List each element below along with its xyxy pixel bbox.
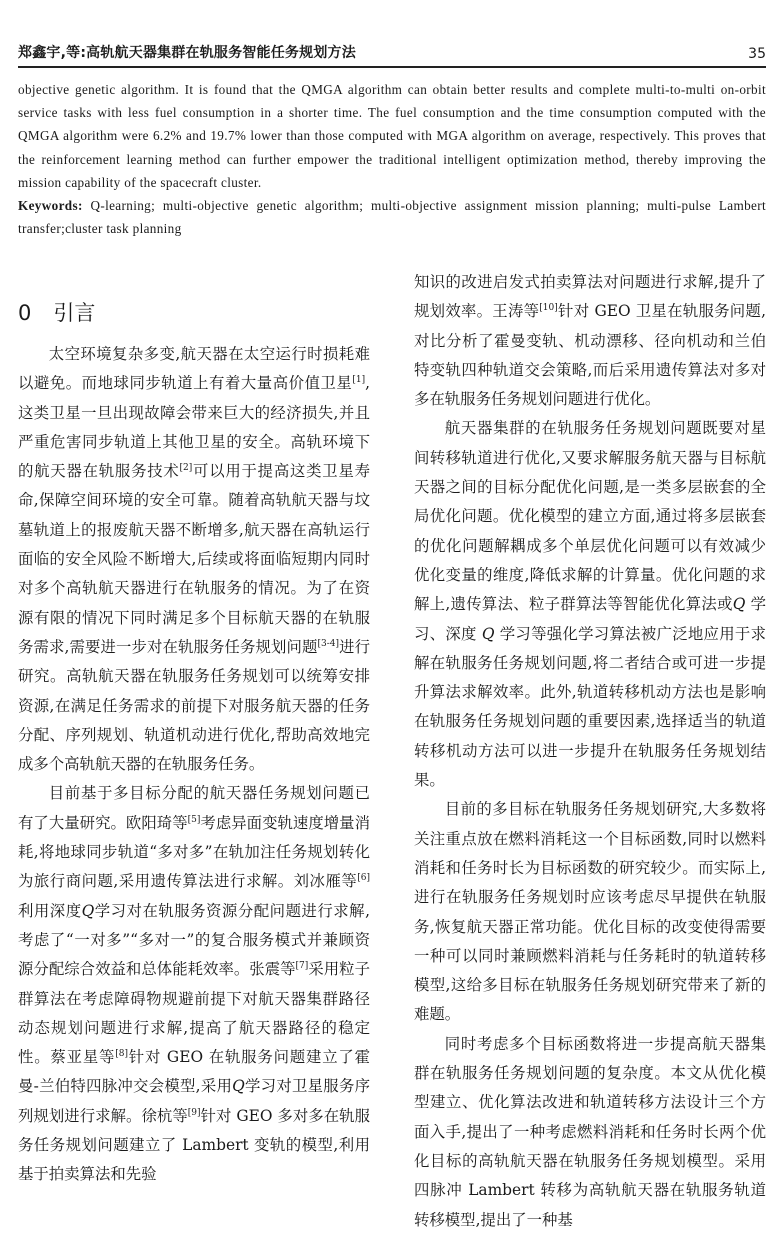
citation-ref: [2] [179,463,193,474]
text-run: 采用粒子群算法在考虑障碍物规避前提下对航天器集群路径动态规划问题进行求解,提高了航天器路径的稳定性。蔡亚星等 [18,960,370,1067]
citation-ref: [6] [357,873,370,884]
text-run: 进行研究。高轨航天器在轨服务任务规划可以统筹安排资源,在满足任务需求的前提下对服务航天器的任务分配、序列规划、轨道机动进行优化,帮助高效地完成多个高轨航天器的在轨服务任务。 [18,637,370,774]
q-symbol: Q [481,624,495,643]
intro-paragraph-4: 目前的多目标在轨服务任务规划研究,大多数将关注重点放在燃料消耗这一个目标函数,同时以燃料消耗和任务时长为目标函数的研究较少。而实际上,进行在轨服务任务规划时应该考虑尽早提供在轨服务,恢复航天器正常功能。优化目标的改变使得需要一种可以同时兼顾燃料消耗与任务耗时的轨道转移模型,这给多目标在轨服务任务规划研究带来了新的难题。 [414,800,766,1024]
text-run: 学习对在轨服务资源分配问题进行求解,考虑了“一对多”“多对一”的复合服务模式并兼顾资源分配综合效益和总体能耗效率。张震等 [18,901,370,979]
right-column [414,268,766,1235]
intro-paragraph-1 [18,340,370,779]
citation-ref: [7] [295,961,309,972]
text-run: 学习等强化学习算法被广泛地应用于求解在轨服务任务规划问题,将二者结合或可进一步提升算法求解效率。此外,轨道转移机动方法也是影响在轨服务任务规划问题的重要因素,选择适当的轨道转移机动方法可以进一步提升在轨服务任务规划结果。 [414,624,766,790]
text-run: 学习对卫星服务序列规划进行求解。徐杭等 [18,1077,370,1125]
q-symbol: Q [81,901,95,920]
text-run: 目前基于多目标分配的航天器任务规划问题已有了大量研究。欧阳琦等 [18,784,370,832]
keywords-text: Q-learning; multi-objective genetic algorithm; multi-objective assignment mission planning; multi-pulse Lambert transfer;cluster task planning [18,198,766,237]
text-run: 针对 GEO 在轨服务问题建立了霍曼-兰伯特四脉冲交会模型,采用 [18,1048,370,1096]
text-run: 可以用于提高这类卫星寿命,保障空间环境的安全可靠。随着高轨航天器与坟墓轨道上的报废航天器不断增多,航天器在高轨运行面临的安全风险不断增大,后续或将面临短期内同时对多个高轨航天器进行在轨服务的情况。为了在资源有限的情况下同时满足多个目标航天器的在轨服务需求,需要进一步对在轨服务任务规划问题 [18,462,370,656]
section-number: 0 [18,301,32,325]
text-run: 学习、深度 [414,595,766,643]
abstract-text: objective genetic algorithm. It is found that the QMGA algorithm can obtain better results and complete multi-to-multi on-orbit service tasks with less fuel consumption in a shorter time. The fuel consumption and the time consumption computed with the QMGA algorithm were 6.2% and 19.7% lower than those computed with MGA algorithm on average, respectively. This proves that the reinforcement learning method can further empower the traditional intelligent optimization method, thereby improving the mission capability of the spacecraft cluster. [18,82,766,190]
citation-ref: [10] [539,303,558,314]
text-run: ,这类卫星一旦出现故障会带来巨大的经济损失,并且严重危害同步轨道上其他卫星的安全。高轨环境下的航天器在轨服务技术 [18,374,370,481]
keywords-line [18,194,766,240]
text-run: 太空环境复杂多变,航天器在太空运行时损耗难以避免。而地球同步轨道上有着大量高价值卫星 [18,345,370,393]
citation-ref: [3-4] [317,638,339,649]
running-header [18,36,766,68]
intro-paragraph-continued [414,268,766,414]
text-run: 考虑异面变轨速度增量消耗,将地球同步轨道“多对多”在轨加注任务规划转化为旅行商问题,采用遗传算法进行求解。刘冰雁等 [18,813,370,891]
intro-paragraph-5: 同时考虑多个目标函数将进一步提高航天器集群在轨服务任务规划问题的复杂度。本文从优化模型建立、优化算法改进和轨道转移方法设计三个方面入手,提出了一种考虑燃料消耗和任务时长两个优化目标的高轨航天器在轨服务任务规划模型。采用四脉冲 Lambert 转移为高轨航天器在轨服务轨道转移模型,提出了一种基 [414,1034,766,1229]
text-run: 针对 GEO 卫星在轨服务问题,对比分析了霍曼变轨、机动漂移、径向机动和兰伯特变轨四种轨道交会策略,而后采用遗传算法对多对多在轨服务任务规划问题进行优化。 [414,302,766,409]
text-run: 知识的改进启发式拍卖算法对问题进行求解,提升了规划效率。王涛等 [414,273,766,321]
running-title: 郑鑫宇,等:高轨航天器集群在轨服务智能任务规划方法 [18,45,356,61]
text-run: 利用深度 [18,901,82,920]
text-run: 航天器集群的在轨服务任务规划问题既要对星间转移轨道进行优化,又要求解服务航天器与目标航天器之间的目标分配优化问题,是一类多层嵌套的全局优化问题。优化模型的建立方面,通过将多层嵌套的优化问题解耦成多个单层优化问题可以有效减少优化变量的维度,降低求解的计算量。优化问题的求解上,遗传算法、粒子群算法等智能优化算法或 [414,419,766,614]
section-heading [18,298,370,328]
abstract-block [18,78,766,240]
q-symbol: Q [732,595,746,614]
citation-ref: [1] [352,375,366,386]
citation-ref: [9] [187,1107,201,1118]
keywords-label: Keywords: [18,198,83,214]
citation-ref: [5] [187,814,201,825]
text-run: 针对 GEO 多对多在轨服务任务规划问题建立了 Lambert 变轨的模型,利用基于拍卖算法和先验 [18,1106,370,1184]
intro-paragraph-3 [414,414,766,795]
intro-paragraph-2 [18,779,370,1189]
left-column [18,268,370,1190]
page-number: 35 [748,46,766,62]
q-symbol: Q [232,1077,245,1096]
citation-ref: [8] [115,1049,128,1059]
section-title: 引言 [53,301,96,325]
